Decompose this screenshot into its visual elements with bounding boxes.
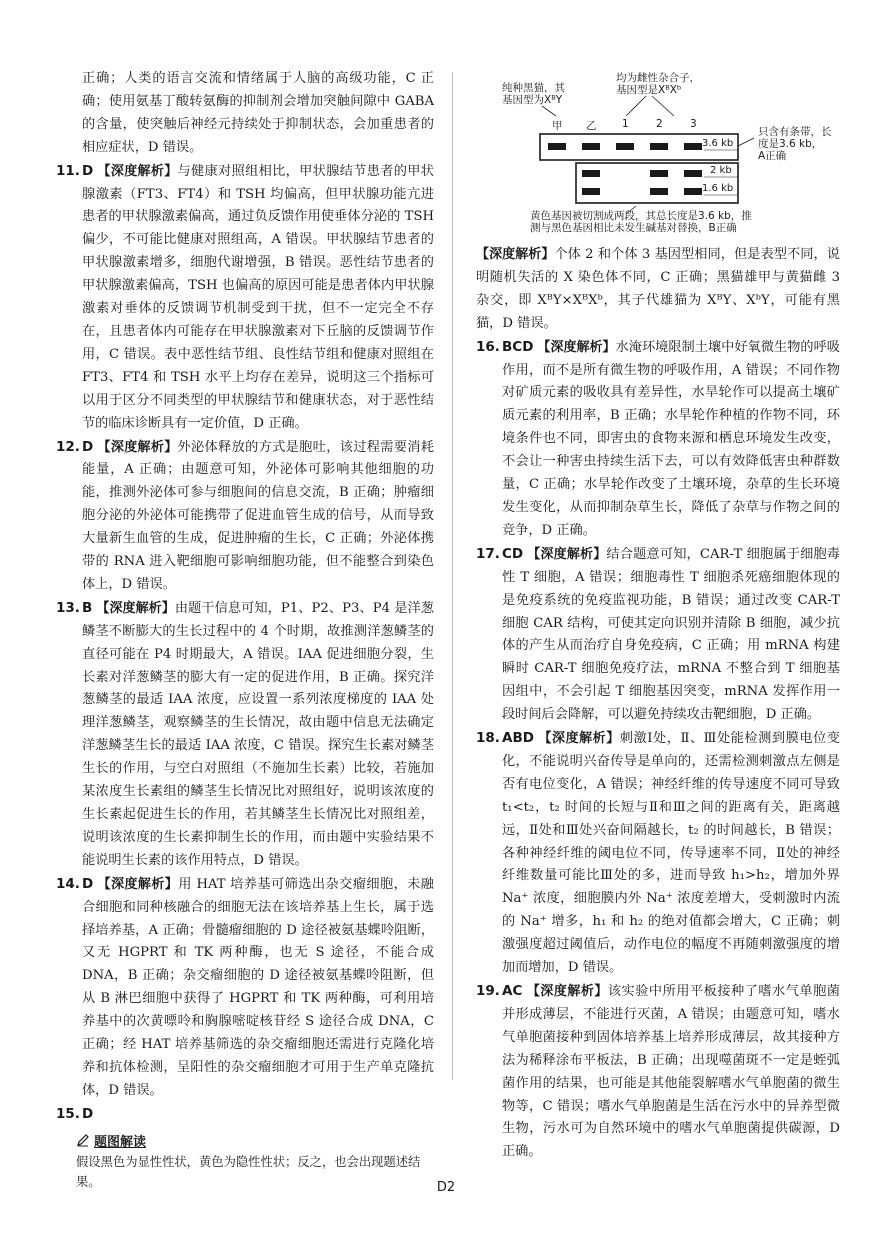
- analysis-tag: 【深度解析】: [96, 600, 175, 616]
- answer-12: [56, 436, 434, 597]
- lane-label-yi: 乙: [586, 120, 597, 132]
- analysis-text: 用 HAT 培养基可筛选出杂交瘤细胞，未融合细胞和同种核融合的细胞无法在该培养基上生长，属于选择培养基，A 正确；骨髓瘤细胞的 D 途径被氨基蝶呤阻断，又无 HGPRT 和 TK 两种酶，也无 S 途径，不能合成 DNA，B 正确；杂交瘤细胞的 D 途径被氨基蝶呤阻断，但从 B 淋巴细胞中获得了 HGPRT 和 TK 两种酶，可利用培养基中的次黄嘌呤和胸腺嘧啶核苷经 S 途径合成 DNA，C 正确；经 HAT 培养基筛选的杂交瘤细胞还需进行克隆化培养和抗体检测，呈阳性的杂交瘤细胞才可用于生产单克隆抗体，D 错误。: [82, 876, 434, 1098]
- answer-key: D: [82, 1105, 94, 1122]
- answer-key: B: [82, 599, 93, 616]
- analysis-tag: 【深度解析】: [97, 163, 178, 179]
- analysis-text: 由题干信息可知，P1、P2、P3、P4 是洋葱鳞茎不断膨大的生长过程中的 4 个时期，故推测洋葱鳞茎的直径可能在 P4 时期最大，A 错误。IAA 促进细胞分裂，生长素对洋葱鳞茎的膨大有一定的促进作用，B 正确。探究洋葱鳞茎的最适 IAA 浓度，应设置一系列浓度梯度的 IAA 处理洋葱鳞茎，观察鳞茎的生长情况，故由题中信息无法确定洋葱鳞茎生长的最适 IAA 浓度，C 错误。探究生长素对鳞茎生长的作用，与空白对照组（不施加生长素）比较，若施加某浓度生长素组的鳞茎生长情况比对照组好，说明该浓度的生长素起促进生长的作用，若其鳞茎生长情况比对照组差，说明该浓度的生长素抑制生长的作用，而由题中实验结果不能说明生长素的该作用特点，D 错误。: [82, 600, 434, 868]
- answer-18: [476, 727, 840, 980]
- analysis-tag: 【深度解析】: [97, 876, 179, 892]
- answer-key: CD: [502, 545, 524, 562]
- question-number: 16.: [476, 338, 500, 355]
- page-number: D2: [436, 1180, 456, 1195]
- note-right: 只含有条带，长 度是3.6 kb， A正确: [758, 126, 832, 162]
- analysis-tag: 【深度解析】: [527, 546, 607, 562]
- figure-reading-body: 假设黑色为显性性状，黄色为隐性性状；反之，也会出现题述结果。: [76, 1154, 421, 1189]
- analysis-text: 外泌体释放的方式是胞吐，该过程需要消耗能量，A 正确；由题意可知，外泌体可影响其他细胞的功能，推测外泌体可参与细胞间的信息交流，B 正确；肿瘤细胞分泌的外泌体可能携带了促进血管生成的信号，从而导致大量新生血管的生成，促进肿瘤的生长，C 正确；外泌体携带的 RNA 进入靶细胞可影响细胞功能，但不能整合到染色体上，D 错误。: [82, 439, 434, 592]
- note-black-cat: 纯种黑猫，其 基因型为XᴮY: [502, 82, 565, 106]
- answer-13: [56, 597, 434, 873]
- question-number: 18.: [476, 730, 500, 747]
- analysis-text: 水淹环境限制土壤中好氧微生物的呼吸作用，而不是所有微生物的呼吸作用，A 错误；不同作物对矿质元素的吸收具有差异性，水旱轮作可以提高土壤矿质元素的利用率，B 正确；水旱轮作种植的作物不同，环境条件也不同，即害虫的食物来源和栖息环境发生改变，不会让一种害虫持续生活下去，可以有效降低害虫种群数量，C 正确；水旱轮作改变了土壤环境，杂草的生长环境发生变化，从而抑制杂草生长，降低了杂草与作物之间的竞争，D 正确。: [502, 339, 840, 538]
- analysis-text: 个体 2 和个体 3 基因型相同，但是表型不同，说明随机失活的 X 染色体不同，C 正确；黑猫雄甲与黄猫雌 3 杂交，即 XᴮY×XᴮXᵇ，其子代雄猫为 XᴮY、XᵇY，可能有黑猫，D 错误。: [476, 247, 840, 331]
- answer-key: D: [82, 162, 94, 179]
- answer-key: BCD: [502, 338, 534, 355]
- question-number: 19.: [476, 983, 500, 999]
- answer-11: [56, 160, 434, 436]
- answer-key: D: [82, 875, 94, 892]
- answer-key: AC: [502, 983, 523, 999]
- answer-17: [476, 543, 840, 727]
- analysis-tag: 【深度解析】: [537, 339, 616, 355]
- question-number: 15.: [56, 1105, 80, 1122]
- question-number: 11.: [56, 162, 80, 179]
- column-divider: [452, 72, 453, 1080]
- lane-label-3: 3: [690, 118, 697, 130]
- answer-key: ABD: [502, 730, 534, 747]
- analysis-text: 刺激Ⅰ处，Ⅱ、Ⅲ处能检测到膜电位变化，不能说明兴奋传导是单向的，还需检测刺激点左侧是否有电位变化，A 错误；神经纤维的传导速度不同可导致 t₁<t₂，t₂ 时间的长短与Ⅱ和Ⅲ之间的距离有关，距离越远，Ⅱ处和Ⅲ处兴奋间隔越长，t₂ 的时间越长，B 错误；各种神经纤维的阈电位不同，传导速率不同，Ⅱ处的神经纤维数量可能比Ⅲ处的多，进而导致 h₁>h₂，增加外界 Na⁺ 浓度，细胞膜内外 Na⁺ 浓度差增大，受刺激时内流的 Na⁺ 增多，h₁ 和 h₂ 的绝对值都会增大，C 正确；刺激强度超过阈值后，动作电位的幅度不再随刺激强度的增加而增加，D 错误。: [502, 731, 840, 976]
- electrophoresis-figure: [476, 68, 840, 238]
- answer-15: [56, 1103, 434, 1127]
- answer-19: [476, 980, 840, 1164]
- left-column: [56, 68, 434, 1192]
- analysis-tag: 【深度解析】: [97, 439, 178, 455]
- size-label-top: 3.6 kb: [702, 138, 734, 149]
- question-number: 14.: [56, 875, 80, 892]
- size-label-bottom: 1.6 kb: [702, 183, 734, 194]
- figure-reading-label: 题图解读: [94, 1134, 147, 1150]
- right-column: [476, 68, 840, 1164]
- note-heterozygous: 均为雌性杂合子， 基因型是XᴮXᵇ: [616, 72, 700, 96]
- answer-key: D: [82, 438, 94, 455]
- analysis-text: 结合题意可知，CAR-T 细胞属于细胞毒性 T 细胞，A 错误；细胞毒性 T 细胞杀死癌细胞体现的是免疫系统的免疫监视功能，B 错误；通过改变 CAR-T 细胞 CAR 结构，可使其定向识别并清除 B 细胞，减少抗体的产生从而治疗自身免疫病，C 正确；用 mRNA 构建瞬时 CAR-T 细胞免疫疗法，mRNA 不整合到 T 细胞基因组中，不会引起 T 细胞基因突变，mRNA 发挥作用一段时间后会降解，可以避免持续攻击靶细胞，D 正确。: [502, 546, 840, 723]
- analysis-tag: 【深度解析】: [537, 731, 620, 747]
- analysis-tag: 【深度解析】: [476, 247, 555, 262]
- continued-paragraph: 正确；人类的语言交流和情绪属于人脑的高级功能，C 正确；使用氨基丁酸转氨酶的抑制剂会增加突触间隙中 GABA 的含量，使突触后神经元持续处于抑制状态，会加重患者的相应症状，D 错误。: [82, 71, 434, 155]
- answer-16: [476, 336, 840, 543]
- pencil-icon: [76, 1133, 90, 1147]
- answer-15-analysis: [476, 244, 840, 336]
- lane-label-1: 1: [622, 118, 629, 130]
- analysis-text: 该实验中所用平板接种了嗜水气单胞菌并形成薄层，不能进行灭菌，A 错误；由题意可知，嗜水气单胞菌接种到固体培养基上培养形成薄层，故其接种方法为稀释涂布平板法，B 正确；出现噬菌斑不一定是蛭弧菌作用的结果，也可能是其他能裂解嗜水气单胞菌的微生物等，C 错误；嗜水气单胞菌是生活在污水中的异养型微生物，污水可为自然环境中的嗜水气单胞菌提供碳源，D 正确。: [502, 984, 840, 1160]
- answer-14: [56, 873, 434, 1103]
- lane-label-2: 2: [656, 118, 663, 130]
- question-number: 12.: [56, 438, 80, 455]
- analysis-text: 与健康对照组相比，甲状腺结节患者的甲状腺激素（FT3、FT4）和 TSH 均偏高，但甲状腺功能亢进患者的甲状腺激素偏高，通过负反馈作用使垂体分泌的 TSH 偏少，不可能比健康对照组高，A 错误。甲状腺结节患者的甲状腺激素增多，细胞代谢增强，B 错误。恶性结节患者的甲状腺激素偏高，TSH 也偏高的原因可能是患者体内甲状腺激素对垂体的反馈调节机制受到干扰，但不一定完全不存在，且患者体内可能存在甲状腺激素对下丘脑的反馈调节作用，C 错误。表中恶性结节组、良性结节组和健康对照组在 FT3、FT4 和 TSH 水平上均存在差异，说明这三个指标可以用于区分不同类型的甲状腺结节和健康状态，对于恶性结节的临床诊断具有一定价值，D 正确。: [82, 163, 434, 431]
- lane-label-jia: 甲: [552, 120, 563, 132]
- analysis-tag: 【深度解析】: [526, 984, 608, 999]
- note-bottom: 黄色基因被切割成两段，其总长度是3.6 kb，推 测与黑色基因相比未发生碱基对替换，B正确: [530, 210, 752, 234]
- question-number: 13.: [56, 599, 80, 616]
- figure-reading-title: [76, 1131, 434, 1150]
- question-number: 17.: [476, 545, 500, 562]
- size-label-mid: 2 kb: [710, 165, 732, 176]
